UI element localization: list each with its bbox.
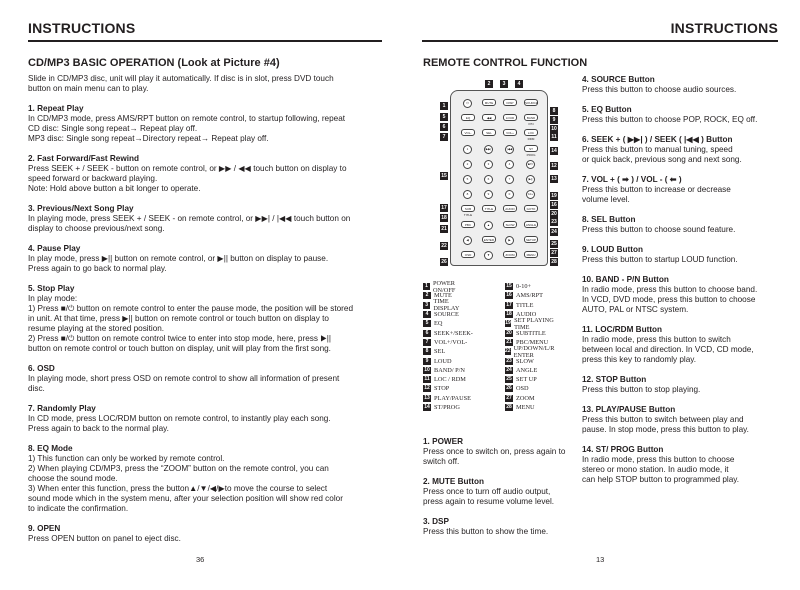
remote-button: AUDIO <box>503 205 517 212</box>
remote-button: MUTE <box>482 99 496 106</box>
function-heading: 12. STOP Button <box>582 375 647 384</box>
function-paragraph <box>582 215 782 235</box>
remote-button: ANGLE <box>525 222 537 227</box>
function-heading: 1. POWER <box>423 437 464 446</box>
function-heading: 6. SEEK + ( ▶▶| ) / SEEK ( |◀◀ ) Button <box>582 135 733 144</box>
legend-row <box>505 291 557 300</box>
legend-column <box>505 282 557 412</box>
legend-number: 9 <box>423 358 431 365</box>
remote-button: 2 <box>463 160 472 169</box>
legend-number: 8 <box>423 348 431 355</box>
remote-button: MENU <box>524 251 538 258</box>
left-body-paragraph <box>28 444 384 514</box>
left-body-line: Press again to go back to normal play. <box>28 264 167 273</box>
remote-callout: 22 <box>441 243 447 249</box>
remote-function-list-left <box>423 437 575 547</box>
function-line: pause. In stop mode, press this button to play. <box>582 425 749 434</box>
legend-row <box>423 356 473 365</box>
remote-callout: 16 <box>551 202 557 208</box>
legend-number: 21 <box>506 338 512 345</box>
left-body-paragraph <box>28 284 384 354</box>
left-body-line: CD disc: Single song repeat→ Repeat play off. <box>28 124 198 133</box>
function-line: In radio mode, press this button to choose band. <box>582 285 758 294</box>
legend-number: 28 <box>506 404 512 410</box>
remote-callout: 2 <box>485 80 493 88</box>
remote-button: ▶▶| <box>484 145 493 154</box>
legend-row <box>423 394 473 403</box>
remote-callout: 17 <box>441 205 447 211</box>
function-heading: 2. MUTE Button <box>423 477 484 486</box>
legend-row <box>505 394 557 403</box>
left-body-line: resume playing at the stored position. <box>28 324 165 333</box>
legend-number: 26 <box>506 385 512 392</box>
left-body-line: button on remote control or touch button on display, unit will play from the first song. <box>28 344 331 353</box>
legend-row <box>505 375 557 384</box>
remote-button: DISP <box>503 99 517 106</box>
legend-row <box>505 384 557 393</box>
legend-number: 20 <box>506 329 512 336</box>
remote-button: ▼ <box>484 251 493 260</box>
function-line: In VCD, DVD mode, press this button to choose <box>582 295 756 304</box>
function-line: Press this button to choose audio sources. <box>582 85 737 94</box>
remote-callout: 27 <box>551 250 557 256</box>
function-line: Press once to turn off audio output, <box>423 487 551 496</box>
remote-button: ◀ <box>463 236 472 245</box>
function-heading: 14. ST/ PROG Button <box>582 445 664 454</box>
remote-control-diagram <box>420 80 575 266</box>
remote-callout: 15 <box>441 173 447 179</box>
legend-number: 13 <box>424 394 430 401</box>
left-body-line: button on main menu can to play. <box>28 84 149 93</box>
left-body-paragraph <box>28 364 384 394</box>
remote-callout: 12 <box>551 163 557 169</box>
function-paragraph <box>582 325 782 365</box>
remote-callout: 19 <box>551 193 557 199</box>
remote-button: 10+ <box>526 190 535 199</box>
legend-label: AMS/RPT <box>516 292 543 300</box>
legend-label: MENU <box>516 404 535 411</box>
remote-button: VOL+ <box>503 129 517 136</box>
remote-callout: 11 <box>551 134 557 140</box>
legend-number: 16 <box>506 292 512 299</box>
remote-callout: 23 <box>551 219 557 225</box>
legend-number: 7 <box>423 339 431 346</box>
remote-callout: 24 <box>551 229 557 235</box>
remote-button: ▲ <box>484 221 493 230</box>
legend-label: PLAY/PAUSE <box>434 394 471 402</box>
remote-button: 1 <box>463 145 472 154</box>
legend-label: SET PLAYING TIME <box>514 316 554 331</box>
remote-button: PBC <box>461 221 475 228</box>
remote-callout: 3 <box>500 80 508 88</box>
legend-label: OSD <box>516 385 529 393</box>
function-line: stereo or mono station. In audio mode, it <box>582 465 729 474</box>
remote-button: GOTO <box>524 205 538 212</box>
legend-row <box>505 282 557 291</box>
left-body-paragraph <box>28 104 384 144</box>
left-body-paragraph <box>28 154 384 194</box>
left-body-line: In CD mode, press LOC/RDM button on remote control, to instantly play each song. <box>28 414 331 423</box>
remote-button: 9 <box>484 190 493 199</box>
left-body-text <box>28 74 384 554</box>
remote-function-list-right <box>582 75 782 495</box>
legend-number: 14 <box>424 404 430 410</box>
left-page-number: 36 <box>196 555 205 564</box>
legend-row <box>505 301 557 310</box>
legend-number: 25 <box>506 376 512 383</box>
function-heading: 11. LOC/RDM Button <box>582 325 663 334</box>
left-body-line: In play mode, press ▶|| button on remote control, or ▶|| button on display to pause. <box>28 254 329 263</box>
legend-row <box>423 328 473 337</box>
remote-button: ◀◀ <box>482 114 496 121</box>
legend-label: MUTE <box>434 292 452 300</box>
function-line: In radio mode, press this button to choose <box>582 455 735 464</box>
left-body-line: in unit. At that time, press ▶|| button on remote control or touch button on display to <box>28 314 329 323</box>
legend-row <box>423 366 473 375</box>
left-body-heading: 2. Fast Forward/Fast Rewind <box>28 154 140 163</box>
left-body-heading: 3. Previous/Next Song Play <box>28 204 134 213</box>
left-body-heading: 5. Stop Play <box>28 284 75 293</box>
legend-number: 10 <box>424 366 430 373</box>
legend-label: SUBTITLE <box>516 329 546 337</box>
left-header-rule <box>28 40 382 42</box>
legend-number: 2 <box>423 292 431 299</box>
legend-number: 12 <box>424 385 430 392</box>
function-heading: 8. SEL Button <box>582 215 636 224</box>
function-paragraph <box>582 275 782 315</box>
remote-button: VOL- <box>461 129 475 136</box>
legend-label: STOP <box>434 385 450 393</box>
left-body-line: Press again to back to the normal play. <box>28 424 169 433</box>
remote-callout: 26 <box>441 259 447 265</box>
legend-label: SOURCE <box>434 311 459 319</box>
legend-row <box>505 316 557 331</box>
left-body-paragraph <box>28 524 384 544</box>
legend-label: PBC/MENU <box>516 338 549 346</box>
legend-label: ANGLE <box>516 366 538 374</box>
legend-row <box>423 279 473 294</box>
right-page <box>400 0 800 590</box>
left-body-line: In playing mode, short press OSD on remote control to show all information of present <box>28 374 340 383</box>
legend-label: SEEK+/SEEK- <box>434 329 473 337</box>
legend-row <box>423 347 473 356</box>
remote-button: 0 <box>505 190 514 199</box>
legend-number: 5 <box>423 320 431 327</box>
function-paragraph <box>582 375 782 395</box>
remote-button: SUB TITLE <box>461 205 475 212</box>
left-body-line: Note: Hold above button a bit longer to operate. <box>28 184 201 193</box>
legend-label: 0-10+ <box>516 283 532 291</box>
remote-button: BAND P/N <box>524 114 538 121</box>
left-body-line: speed forward or backward playing. <box>28 174 158 183</box>
function-heading: 9. LOUD Button <box>582 245 643 254</box>
left-body-paragraph <box>28 244 384 274</box>
remote-button: SEL <box>482 129 496 136</box>
function-line: In radio mode, press this button to switch <box>582 335 731 344</box>
function-paragraph <box>423 517 575 537</box>
legend-row <box>505 366 557 375</box>
left-body-line: 2) When playing CD/MP3, press the “ZOOM” button on the remote control, you can <box>28 464 329 473</box>
left-body-line: sound mode which in the system menu, after your selection position will show red color <box>28 494 343 503</box>
remote-button: 7 <box>505 175 514 184</box>
function-line: Press this button to show the time. <box>423 527 549 536</box>
legend-label: SET UP <box>516 376 537 384</box>
remote-button: OSD <box>461 251 475 258</box>
left-body-line: In playing mode, press SEEK + / SEEK - on remote control, or ▶▶| / |◀◀ touch button on <box>28 214 351 223</box>
legend-number: 19 <box>505 320 511 327</box>
legend-number: 6 <box>423 330 431 337</box>
left-body-heading: 4. Pause Play <box>28 244 81 253</box>
remote-button: LOC RDM <box>524 129 538 136</box>
function-line: press again to resume volume level. <box>423 497 555 506</box>
function-paragraph <box>582 245 782 265</box>
remote-callout: 1 <box>440 102 448 110</box>
left-body-line: choose the sound mode. <box>28 474 118 483</box>
right-page-number: 13 <box>596 555 605 564</box>
remote-button: 4 <box>505 160 514 169</box>
function-line: or quick back, previous song and next song. <box>582 155 742 164</box>
remote-button: SETUP <box>525 237 536 242</box>
right-header-rule <box>422 40 778 42</box>
left-body-line: 2) Press ■/⏻ button on remote control twice to enter into stop mode, here, press ▶|| <box>28 334 332 343</box>
remote-callout: 9 <box>550 116 558 124</box>
right-header: INSTRUCTIONS <box>670 20 778 36</box>
left-body-paragraph <box>28 74 384 94</box>
legend-number: 1 <box>423 283 430 290</box>
function-paragraph <box>582 445 782 485</box>
left-body-line: 1) This function can only be worked by remote control. <box>28 454 225 463</box>
legend-column <box>423 279 473 412</box>
function-heading: 5. EQ Button <box>582 105 632 114</box>
legend-number: 11 <box>424 376 430 383</box>
remote-button: ST PROG <box>524 145 538 152</box>
remote-button: ENTER <box>483 237 495 242</box>
function-heading: 13. PLAY/PAUSE Button <box>582 405 676 414</box>
function-line: volume level. <box>582 195 630 204</box>
remote-button: SLOW <box>503 221 517 228</box>
left-body-heading: 7. Randomly Play <box>28 404 96 413</box>
legend-row <box>505 344 557 359</box>
left-header: INSTRUCTIONS <box>28 20 136 36</box>
remote-callout: 10 <box>551 126 557 132</box>
remote-button: 6 <box>484 175 493 184</box>
function-line: Press this button to stop playing. <box>582 385 701 394</box>
left-body-line: to indicate the confirmation. <box>28 504 129 513</box>
function-line: Press once to switch on, press again to <box>423 447 566 456</box>
function-paragraph <box>582 405 782 435</box>
legend-number: 22 <box>505 348 511 355</box>
legend-row <box>423 375 473 384</box>
remote-callout: 7 <box>440 133 448 141</box>
left-body-paragraph <box>28 204 384 234</box>
function-paragraph <box>582 175 782 205</box>
legend-number: 18 <box>506 311 512 318</box>
function-line: between local and direction. In VCD, CD mode, <box>582 345 754 354</box>
legend-row <box>423 298 473 313</box>
legend-row <box>423 319 473 328</box>
legend-label: AUDIO <box>516 311 537 319</box>
function-paragraph <box>582 75 782 95</box>
left-section-title: CD/MP3 BASIC OPERATION (Look at Picture #4) <box>28 57 280 69</box>
function-heading: 7. VOL + ( ➡ ) / VOL - ( ⬅ ) <box>582 175 682 184</box>
left-body-line: In play mode: <box>28 294 78 303</box>
remote-button: 3 <box>484 160 493 169</box>
legend-label: SLOW <box>516 357 534 365</box>
remote-control-body <box>450 90 548 266</box>
remote-button: 8 <box>463 190 472 199</box>
legend-number: 23 <box>506 357 512 364</box>
legend-label: TIME DISPLAY <box>433 298 460 313</box>
legend-label: LOC / RDM <box>434 376 466 384</box>
left-body-line: Slide in CD/MP3 disc, unit will play it automatically. If disc is in slot, press DVD touch <box>28 74 334 83</box>
legend-label: LOUD <box>434 357 452 365</box>
function-paragraph <box>423 437 575 467</box>
remote-button: ▶|| <box>526 175 535 184</box>
legend-number: 15 <box>506 283 512 290</box>
left-body-line: Press SEEK + / SEEK - button on remote control, or ▶▶ / ◀◀ touch button on display to <box>28 164 347 173</box>
right-section-title: REMOTE CONTROL FUNCTION <box>423 57 588 69</box>
left-body-line: MP3 disc: Single song repeat→Directory repeat→ Repeat play off. <box>28 134 269 143</box>
legend-number: 17 <box>506 301 512 308</box>
remote-callout: 8 <box>550 107 558 115</box>
left-body-line: Press OPEN button on panel to eject disc. <box>28 534 181 543</box>
remote-button: ▶ <box>505 236 514 245</box>
legend-row <box>423 384 473 393</box>
remote-callout: 28 <box>551 259 557 265</box>
function-heading: 10. BAND - P/N Button <box>582 275 669 284</box>
left-body-heading: 9. OPEN <box>28 524 61 533</box>
remote-callout: 14 <box>551 148 557 154</box>
remote-button: SOURCE <box>525 101 538 105</box>
function-heading: 3. DSP <box>423 517 449 526</box>
remote-callout: 20 <box>551 211 557 217</box>
legend-number: 3 <box>423 302 430 309</box>
left-body-line: display to choose previous/next song. <box>28 224 165 233</box>
left-body-line: 3) When enter this function, press the button▲/▼/◀/▶to move the course to select <box>28 484 328 493</box>
remote-button: ZOOM <box>503 251 517 258</box>
legend-label: ZOOM <box>516 394 535 402</box>
legend-label: ST/PROG <box>434 404 460 411</box>
remote-button: |◀◀ <box>505 145 514 154</box>
function-line: Press this button to increase or decrease <box>582 185 731 194</box>
remote-button: LOUD <box>503 114 517 121</box>
function-line: switch off. <box>423 457 460 466</box>
function-line: AUTO, PAL or NTSC system. <box>582 305 689 314</box>
legend-label: TITLE <box>516 301 534 309</box>
remote-callout: 5 <box>440 113 448 121</box>
remote-button: ■/⏻ <box>526 160 535 169</box>
left-body-heading: 6. OSD <box>28 364 55 373</box>
remote-callout: 21 <box>441 226 447 232</box>
legend-label: BAND/ P/N <box>434 366 465 374</box>
legend-label: UP/DOWN/L/R ENTER <box>513 344 555 359</box>
legend-label: POWER ON/OFF <box>432 279 456 294</box>
function-line: Press this button to startup LOUD function. <box>582 255 738 264</box>
left-body-line: In CD/MP3 mode, press AMS/RPT button on remote control, to startup following, repeat <box>28 114 346 123</box>
remote-callout: 6 <box>440 123 448 131</box>
function-line: Press this button to switch between play and <box>582 415 744 424</box>
legend-row <box>423 403 473 412</box>
function-line: Press this button to choose POP, ROCK, EQ off. <box>582 115 758 124</box>
remote-button: 5 <box>463 175 472 184</box>
legend-label: SEL <box>434 348 446 356</box>
legend-number: 27 <box>506 394 512 401</box>
remote-callout: 25 <box>551 241 557 247</box>
function-line: press this key to randomly play. <box>582 355 697 364</box>
remote-button: ⏻ <box>463 99 472 108</box>
legend-row <box>505 403 557 412</box>
legend-number: 4 <box>423 311 431 318</box>
function-line: Press this button to manual tuning, speed <box>582 145 733 154</box>
legend-row <box>423 338 473 347</box>
remote-callout: 4 <box>515 80 523 88</box>
legend-number: 24 <box>506 366 512 373</box>
function-paragraph <box>582 135 782 165</box>
remote-button: TITLE <box>482 205 496 212</box>
function-heading: 4. SOURCE Button <box>582 75 655 84</box>
legend-label: VOL+/VOL- <box>434 338 468 346</box>
function-line: Press this button to choose sound feature. <box>582 225 736 234</box>
function-line: can help STOP button to programmed play. <box>582 475 740 484</box>
left-body-heading: 8. EQ Mode <box>28 444 73 453</box>
left-body-line: disc. <box>28 384 45 393</box>
remote-button: EQ <box>461 114 475 121</box>
left-body-heading: 1. Repeat Play <box>28 104 84 113</box>
remote-callout: 13 <box>551 176 557 182</box>
function-paragraph <box>423 477 575 507</box>
legend-label: EQ <box>434 320 443 328</box>
left-body-line: 1) Press ■/⏻ button on remote control to enter the pause mode, the position will be stored <box>28 304 353 313</box>
function-paragraph <box>582 105 782 125</box>
remote-callout: 18 <box>441 215 447 221</box>
left-body-paragraph <box>28 404 384 434</box>
